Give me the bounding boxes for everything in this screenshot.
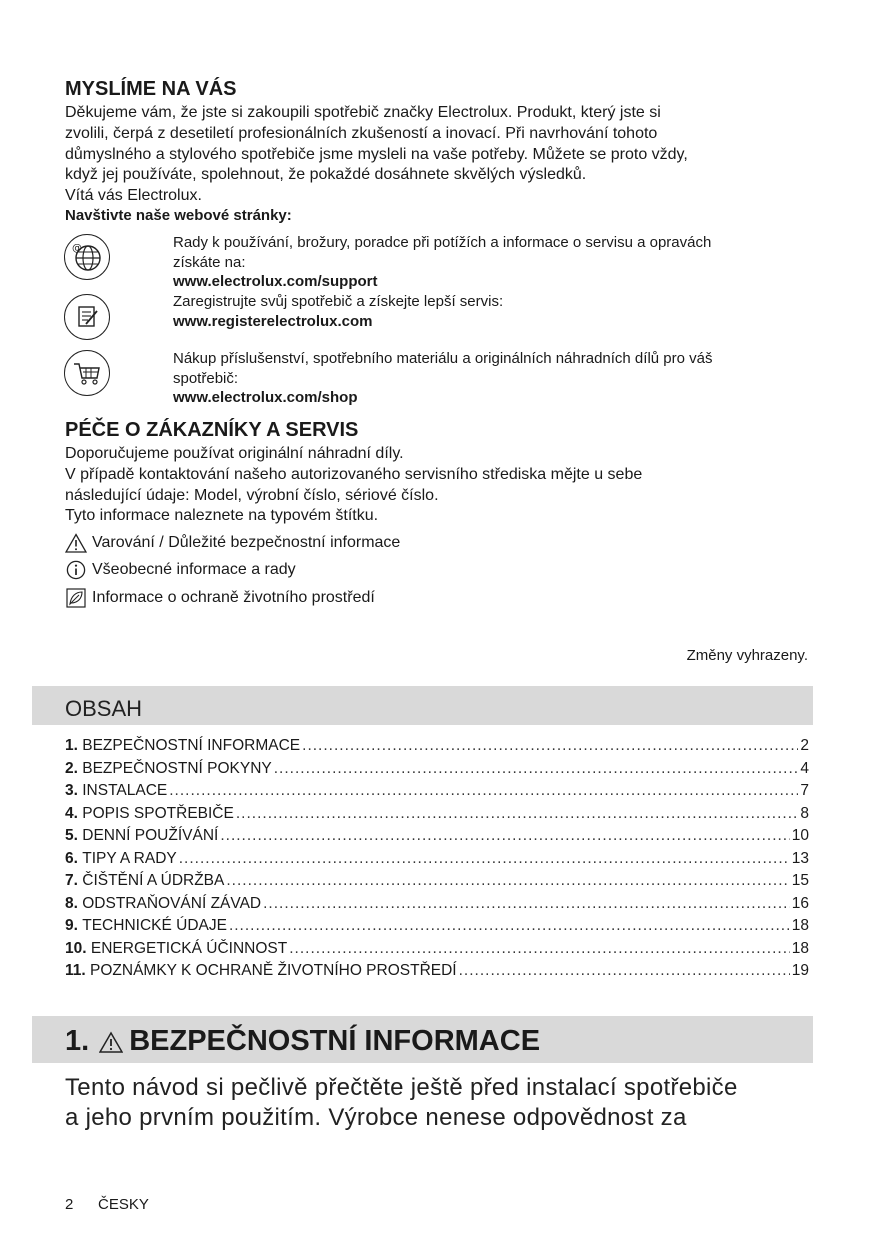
toc-item[interactable]: 11. POZNÁMKY K OCHRANĚ ŽIVOTNÍHO PROSTŘEDÍ ..... 19 [65, 962, 809, 985]
toc-item[interactable]: 8. ODSTRAŇOVÁNÍ ZÁVAD ..... 16 [65, 895, 809, 918]
register-text: Zaregistrujte svůj spotřebič a získejte lepší servis: [173, 293, 504, 310]
visit-label: Navštivte naše webové stránky: [65, 207, 292, 224]
support-text: Rady k používání, brožury, poradce při potížích a informace o servisu a opravách [173, 234, 712, 251]
service-line: Tyto informace naleznete na typovém štítku. [65, 507, 379, 525]
intro-line: důmyslného a stylového spotřebiče jsme mysleli na vaše potřeby. Můžete se proto vždy, [65, 145, 688, 163]
changes-note: Změny vyhrazeny. [686, 647, 808, 664]
section-heading: BEZPEČNOSTNÍ INFORMACE [129, 1025, 541, 1057]
support-url[interactable]: www.electrolux.com/support [173, 273, 378, 290]
shop-text: Nákup příslušenství, spotřebního materiálu a originálních náhradních dílů pro váš [173, 350, 713, 367]
toc-list [65, 737, 809, 985]
register-url[interactable]: www.registerelectrolux.com [173, 312, 373, 330]
intro-line: Děkujeme vám, že jste si zakoupili spotřebič značky Electrolux. Produkt, který jste si [65, 104, 661, 121]
toc-item[interactable]: 3. INSTALACE ..... 7 [65, 782, 809, 805]
shop-url[interactable]: www.electrolux.com/shop [173, 389, 358, 406]
register-icon [64, 294, 110, 340]
toc-item[interactable]: 5. DENNÍ POUŽÍVÁNÍ ..... 10 [65, 827, 809, 850]
support-link-block [173, 233, 793, 292]
service-line: Doporučujeme používat originální náhradní díly. [65, 445, 404, 462]
toc-title: OBSAH [65, 696, 143, 721]
toc-item[interactable]: 7. ČIŠTĚNÍ A ÚDRŽBA ..... 15 [65, 872, 809, 895]
warning-icon [65, 533, 87, 553]
toc-item[interactable]: 1. BEZPEČNOSTNÍ INFORMACE ..... 2 [65, 737, 809, 760]
cart-icon [64, 350, 110, 396]
shop-link-block [173, 349, 793, 408]
intro-line: Vítá vás Electrolux. [65, 187, 202, 205]
svg-text:@: @ [72, 243, 82, 254]
section-line: a jeho prvním použitím. Výrobce nenese odpovědnost za [65, 1104, 687, 1131]
page-number: 2 [65, 1196, 74, 1213]
toc-header-band [32, 686, 813, 725]
toc-item[interactable]: 10. ENERGETICKÁ ÚČINNOST ..... 18 [65, 940, 809, 963]
toc-item[interactable]: 9. TECHNICKÉ ÚDAJE ..... 18 [65, 917, 809, 940]
leaf-icon [65, 588, 87, 608]
symbol-environment [65, 588, 375, 608]
service-heading: PÉČE O ZÁKAZNÍKY A SERVIS [65, 419, 359, 441]
intro-line: zvolili, čerpá z desetiletí profesionálních zkušeností a inovací. Při navrhování tohoto [65, 124, 658, 142]
info-icon [65, 560, 87, 580]
toc-item[interactable]: 4. POPIS SPOTŘEBIČE ..... 8 [65, 805, 809, 828]
service-line: následující údaje: Model, výrobní číslo, sériové číslo. [65, 486, 439, 504]
section-number: 1. [65, 1025, 90, 1057]
symbol-label: Všeobecné informace a rady [92, 561, 296, 578]
section-title [65, 1025, 540, 1058]
register-link-block [173, 292, 793, 331]
intro-text [65, 103, 825, 207]
section-line: Tento návod si pečlivě přečtěte ještě před instalací spotřebiče [65, 1074, 738, 1101]
toc-item[interactable]: 2. BEZPEČNOSTNÍ POKYNY ..... 4 [65, 760, 809, 783]
symbol-info [65, 560, 296, 580]
symbol-label: Varování / Důležité bezpečnostní informace [92, 534, 401, 551]
service-line: V případě kontaktování našeho autorizovaného servisního střediska mějte u sebe [65, 465, 643, 483]
language-label: ČESKY [98, 1196, 149, 1213]
symbol-warning [65, 533, 400, 553]
section-header-band [32, 1016, 813, 1063]
section-intro-text [65, 1073, 738, 1133]
intro-heading: MYSLÍME NA VÁS [65, 78, 237, 100]
globe-icon [64, 234, 110, 280]
shop-text: spotřebič: [173, 369, 239, 387]
intro-line: když jej používáte, spolehnout, že pokaždé dosáhnete skvělých výsledků. [65, 166, 587, 184]
warning-icon [99, 1031, 123, 1053]
toc-item[interactable]: 6. TIPY A RADY ..... 13 [65, 850, 809, 873]
support-text: získáte na: [173, 253, 246, 271]
service-text [65, 444, 825, 527]
symbol-label: Informace o ochraně životního prostředí [92, 589, 375, 606]
